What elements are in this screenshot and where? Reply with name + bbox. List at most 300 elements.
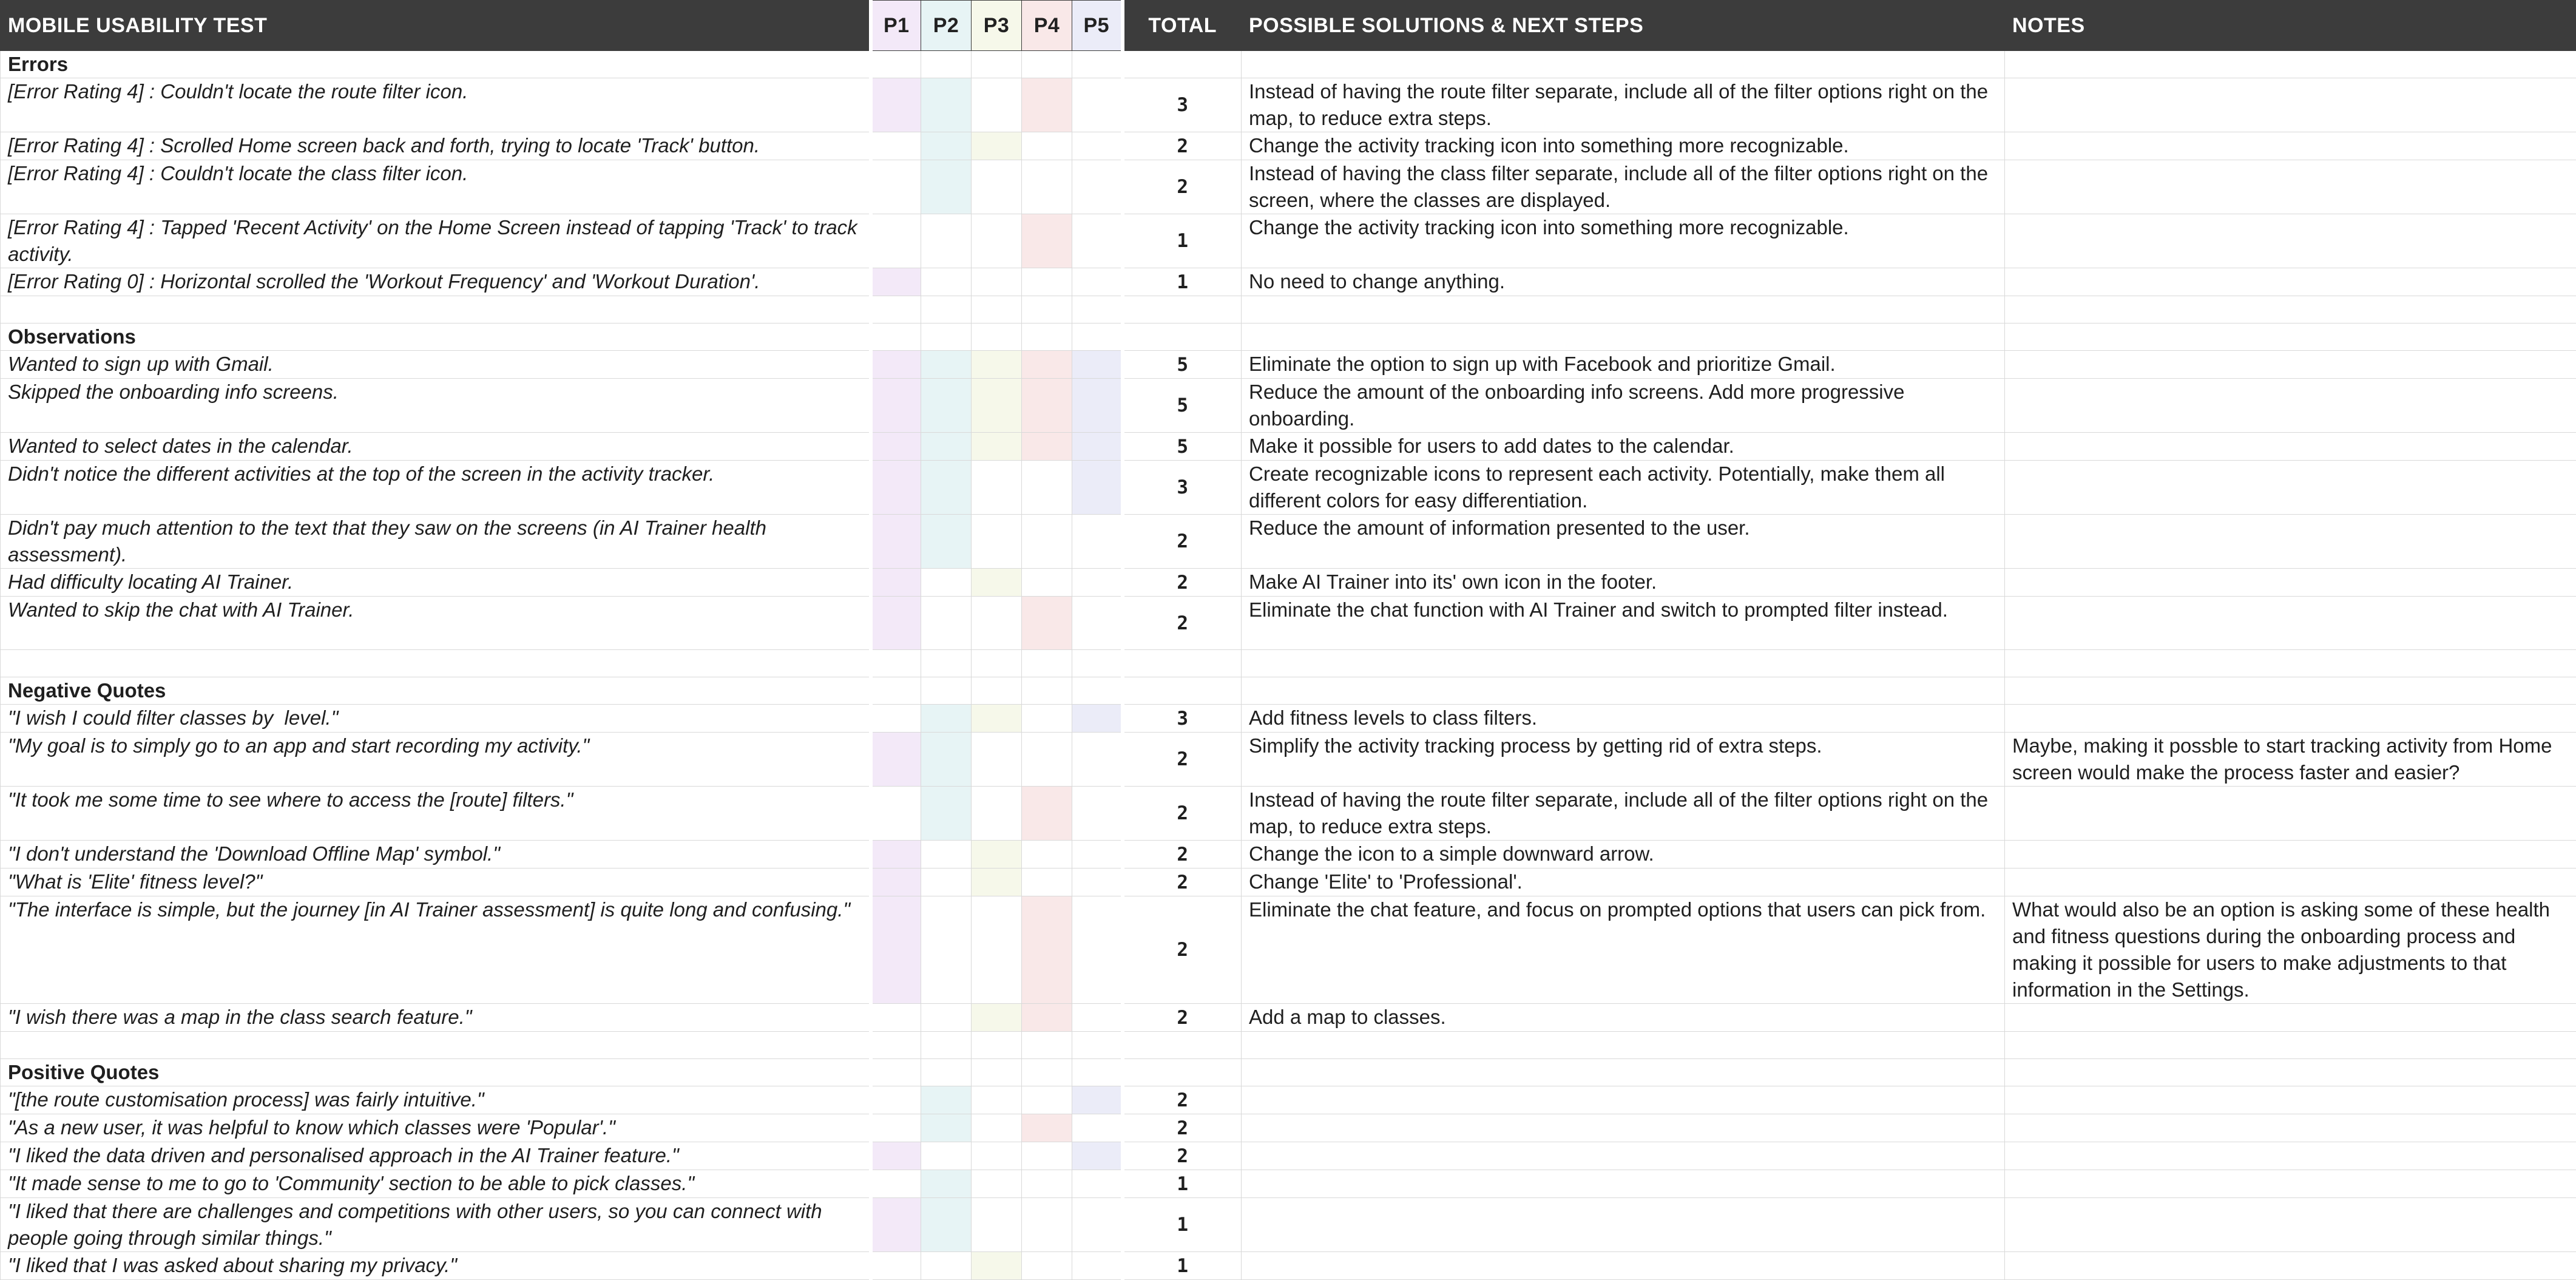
participant-p1-mark[interactable] — [871, 896, 921, 1004]
participant-p2-mark[interactable] — [921, 1198, 972, 1252]
empty-cell[interactable] — [972, 650, 1022, 677]
participant-p1-mark[interactable] — [871, 1086, 921, 1114]
participant-p5-mark[interactable] — [1072, 1004, 1123, 1032]
participant-p1-mark[interactable] — [871, 515, 921, 569]
participant-p2-mark[interactable] — [921, 1252, 972, 1280]
participant-p2-mark[interactable] — [921, 1086, 972, 1114]
solution-cell[interactable] — [1242, 1170, 2005, 1198]
empty-cell[interactable] — [2005, 650, 2576, 677]
empty-cell[interactable] — [1072, 1059, 1123, 1086]
total-cell[interactable]: 2 — [1123, 569, 1242, 597]
participant-p4-mark[interactable] — [1022, 515, 1072, 569]
solution-cell[interactable] — [1242, 1086, 2005, 1114]
total-cell[interactable]: 2 — [1123, 1114, 1242, 1142]
empty-cell[interactable] — [1123, 677, 1242, 705]
total-cell[interactable]: 3 — [1123, 705, 1242, 733]
total-cell[interactable]: 5 — [1123, 351, 1242, 379]
total-cell[interactable]: 2 — [1123, 1086, 1242, 1114]
issue-cell[interactable]: "It took me some time to see where to access the [route] filters." — [1, 787, 871, 841]
participant-p4-mark[interactable] — [1022, 351, 1072, 379]
total-cell[interactable]: 1 — [1123, 268, 1242, 296]
participant-p5-mark[interactable] — [1072, 1142, 1123, 1170]
empty-cell[interactable] — [1072, 296, 1123, 323]
issue-cell[interactable]: Skipped the onboarding info screens. — [1, 379, 871, 433]
participant-p1-mark[interactable] — [871, 787, 921, 841]
section-title[interactable]: Positive Quotes — [1, 1059, 871, 1086]
solution-cell[interactable]: Reduce the amount of the onboarding info screens. Add more progressive onboarding. — [1242, 379, 2005, 433]
issue-cell[interactable]: "It made sense to me to go to 'Community' section to be able to pick classes." — [1, 1170, 871, 1198]
participant-p1-mark[interactable] — [871, 1252, 921, 1280]
solution-cell[interactable]: Change 'Elite' to 'Professional'. — [1242, 869, 2005, 896]
total-cell[interactable]: 2 — [1123, 132, 1242, 160]
participant-p4-mark[interactable] — [1022, 132, 1072, 160]
notes-cell[interactable] — [2005, 351, 2576, 379]
participant-p1-mark[interactable] — [871, 160, 921, 214]
solution-cell[interactable]: Change the activity tracking icon into something more recognizable. — [1242, 214, 2005, 268]
empty-cell[interactable] — [1242, 51, 2005, 78]
notes-cell[interactable] — [2005, 787, 2576, 841]
empty-cell[interactable] — [1123, 51, 1242, 78]
empty-cell[interactable] — [2005, 1059, 2576, 1086]
participant-p3-mark[interactable] — [972, 132, 1022, 160]
participant-p5-mark[interactable] — [1072, 379, 1123, 433]
empty-cell[interactable] — [1242, 1032, 2005, 1059]
notes-cell[interactable] — [2005, 841, 2576, 869]
participant-p3-mark[interactable] — [972, 787, 1022, 841]
header-p5[interactable]: P5 — [1072, 1, 1123, 51]
issue-cell[interactable]: "My goal is to simply go to an app and start recording my activity." — [1, 733, 871, 787]
participant-p2-mark[interactable] — [921, 1114, 972, 1142]
empty-cell[interactable] — [1022, 650, 1072, 677]
total-cell[interactable]: 5 — [1123, 433, 1242, 461]
participant-p2-mark[interactable] — [921, 214, 972, 268]
empty-cell[interactable] — [1242, 323, 2005, 351]
participant-p3-mark[interactable] — [972, 515, 1022, 569]
participant-p3-mark[interactable] — [972, 78, 1022, 132]
solution-cell[interactable] — [1242, 1142, 2005, 1170]
participant-p1-mark[interactable] — [871, 841, 921, 869]
participant-p2-mark[interactable] — [921, 78, 972, 132]
participant-p5-mark[interactable] — [1072, 214, 1123, 268]
participant-p2-mark[interactable] — [921, 515, 972, 569]
notes-cell[interactable] — [2005, 1198, 2576, 1252]
total-cell[interactable]: 1 — [1123, 214, 1242, 268]
participant-p4-mark[interactable] — [1022, 1198, 1072, 1252]
participant-p3-mark[interactable] — [972, 1086, 1022, 1114]
solution-cell[interactable]: Eliminate the chat function with AI Trainer and switch to prompted filter instead. — [1242, 597, 2005, 650]
total-cell[interactable]: 2 — [1123, 160, 1242, 214]
section-header-row — [1, 323, 2576, 351]
participant-p2-mark[interactable] — [921, 160, 972, 214]
issue-cell[interactable]: [Error Rating 0] : Horizontal scrolled the 'Workout Frequency' and 'Workout Duration'. — [1, 268, 871, 296]
participant-p1-mark[interactable] — [871, 1198, 921, 1252]
participant-p2-mark[interactable] — [921, 379, 972, 433]
issue-cell[interactable]: Wanted to skip the chat with AI Trainer. — [1, 597, 871, 650]
total-cell[interactable]: 2 — [1123, 733, 1242, 787]
participant-p2-mark[interactable] — [921, 461, 972, 515]
participant-p4-mark[interactable] — [1022, 569, 1072, 597]
empty-cell[interactable] — [1123, 296, 1242, 323]
header-total[interactable]: TOTAL — [1123, 1, 1242, 51]
solution-cell[interactable]: Eliminate the chat feature, and focus on prompted options that users can pick from. — [1242, 896, 2005, 1004]
notes-cell[interactable] — [2005, 433, 2576, 461]
empty-cell[interactable] — [972, 296, 1022, 323]
notes-cell[interactable] — [2005, 78, 2576, 132]
empty-cell[interactable] — [921, 1032, 972, 1059]
empty-cell[interactable] — [871, 1032, 921, 1059]
participant-p1-mark[interactable] — [871, 351, 921, 379]
issue-cell[interactable]: "I don't understand the 'Download Offline Map' symbol." — [1, 841, 871, 869]
participant-p5-mark[interactable] — [1072, 733, 1123, 787]
participant-p3-mark[interactable] — [972, 433, 1022, 461]
participant-p3-mark[interactable] — [972, 160, 1022, 214]
participant-p2-mark[interactable] — [921, 705, 972, 733]
section-title[interactable]: Negative Quotes — [1, 677, 871, 705]
participant-p5-mark[interactable] — [1072, 160, 1123, 214]
solution-cell[interactable]: Instead of having the route filter separate, include all of the filter options right on the map, to reduce extra steps. — [1242, 78, 2005, 132]
total-cell[interactable]: 2 — [1123, 841, 1242, 869]
solution-cell[interactable]: Make AI Trainer into its' own icon in the footer. — [1242, 569, 2005, 597]
header-p4[interactable]: P4 — [1022, 1, 1072, 51]
participant-p2-mark[interactable] — [921, 1142, 972, 1170]
issue-cell[interactable]: "I liked the data driven and personalised approach in the AI Trainer feature." — [1, 1142, 871, 1170]
solution-cell[interactable] — [1242, 1198, 2005, 1252]
participant-p4-mark[interactable] — [1022, 1004, 1072, 1032]
empty-cell[interactable] — [972, 1059, 1022, 1086]
empty-cell[interactable] — [2005, 1032, 2576, 1059]
total-cell[interactable]: 3 — [1123, 78, 1242, 132]
participant-p2-mark[interactable] — [921, 841, 972, 869]
issue-cell[interactable]: "I liked that there are challenges and competitions with other users, so you can connect with people going through similar things." — [1, 1198, 871, 1252]
notes-cell[interactable] — [2005, 869, 2576, 896]
participant-p1-mark[interactable] — [871, 1114, 921, 1142]
participant-p5-mark[interactable] — [1072, 433, 1123, 461]
participant-p5-mark[interactable] — [1072, 268, 1123, 296]
notes-cell[interactable]: Maybe, making it possble to start tracking activity from Home screen would make the process faster and easier? — [2005, 733, 2576, 787]
participant-p3-mark[interactable] — [972, 569, 1022, 597]
notes-cell[interactable] — [2005, 705, 2576, 733]
solution-cell[interactable]: Change the activity tracking icon into something more recognizable. — [1242, 132, 2005, 160]
notes-cell[interactable] — [2005, 268, 2576, 296]
participant-p4-mark[interactable] — [1022, 705, 1072, 733]
participant-p4-mark[interactable] — [1022, 869, 1072, 896]
participant-p3-mark[interactable] — [972, 896, 1022, 1004]
participant-p4-mark[interactable] — [1022, 597, 1072, 650]
participant-p1-mark[interactable] — [871, 214, 921, 268]
issue-cell[interactable]: [Error Rating 4] : Couldn't locate the class filter icon. — [1, 160, 871, 214]
total-cell[interactable]: 2 — [1123, 1142, 1242, 1170]
issue-cell[interactable]: [Error Rating 4] : Couldn't locate the route filter icon. — [1, 78, 871, 132]
header-notes[interactable]: NOTES — [2005, 1, 2576, 51]
notes-cell[interactable] — [2005, 1086, 2576, 1114]
notes-cell[interactable] — [2005, 597, 2576, 650]
participant-p1-mark[interactable] — [871, 569, 921, 597]
table-row — [1, 515, 2576, 569]
participant-p1-mark[interactable] — [871, 1170, 921, 1198]
empty-cell[interactable] — [921, 296, 972, 323]
participant-p2-mark[interactable] — [921, 433, 972, 461]
empty-cell[interactable] — [921, 323, 972, 351]
solution-cell[interactable]: Create recognizable icons to represent each activity. Potentially, make them all different colors for easy differentiation. — [1242, 461, 2005, 515]
participant-p5-mark[interactable] — [1072, 515, 1123, 569]
notes-cell[interactable] — [2005, 1114, 2576, 1142]
participant-p2-mark[interactable] — [921, 597, 972, 650]
notes-cell[interactable] — [2005, 569, 2576, 597]
issue-cell[interactable]: "What is 'Elite' fitness level?" — [1, 869, 871, 896]
participant-p3-mark[interactable] — [972, 705, 1022, 733]
participant-p1-mark[interactable] — [871, 132, 921, 160]
solution-cell[interactable] — [1242, 1114, 2005, 1142]
empty-cell[interactable] — [1072, 323, 1123, 351]
participant-p3-mark[interactable] — [972, 733, 1022, 787]
participant-p3-mark[interactable] — [972, 1170, 1022, 1198]
participant-p3-mark[interactable] — [972, 869, 1022, 896]
notes-cell[interactable] — [2005, 1170, 2576, 1198]
issue-cell[interactable]: Had difficulty locating AI Trainer. — [1, 569, 871, 597]
empty-cell[interactable] — [1022, 677, 1072, 705]
participant-p3-mark[interactable] — [972, 379, 1022, 433]
header-p1[interactable]: P1 — [871, 1, 921, 51]
empty-cell[interactable] — [1072, 1032, 1123, 1059]
solution-cell[interactable] — [1242, 1252, 2005, 1280]
empty-cell[interactable] — [1022, 323, 1072, 351]
total-cell[interactable]: 1 — [1123, 1170, 1242, 1198]
participant-p3-mark[interactable] — [972, 1114, 1022, 1142]
participant-p2-mark[interactable] — [921, 268, 972, 296]
solution-cell[interactable]: Reduce the amount of information presented to the user. — [1242, 515, 2005, 569]
participant-p5-mark[interactable] — [1072, 787, 1123, 841]
participant-p2-mark[interactable] — [921, 733, 972, 787]
participant-p4-mark[interactable] — [1022, 1142, 1072, 1170]
participant-p2-mark[interactable] — [921, 869, 972, 896]
empty-cell[interactable] — [1242, 677, 2005, 705]
header-solutions[interactable]: POSSIBLE SOLUTIONS & NEXT STEPS — [1242, 1, 2005, 51]
empty-cell[interactable] — [871, 650, 921, 677]
participant-p1-mark[interactable] — [871, 1142, 921, 1170]
empty-cell[interactable] — [1242, 650, 2005, 677]
participant-p2-mark[interactable] — [921, 569, 972, 597]
solution-cell[interactable]: No need to change anything. — [1242, 268, 2005, 296]
participant-p3-mark[interactable] — [972, 351, 1022, 379]
participant-p1-mark[interactable] — [871, 433, 921, 461]
empty-cell[interactable] — [1022, 51, 1072, 78]
total-cell[interactable]: 2 — [1123, 597, 1242, 650]
solution-cell[interactable]: Instead of having the class filter separate, include all of the filter options right on the screen, where the classes are displayed. — [1242, 160, 2005, 214]
participant-p5-mark[interactable] — [1072, 351, 1123, 379]
empty-cell[interactable] — [921, 650, 972, 677]
participant-p2-mark[interactable] — [921, 787, 972, 841]
empty-cell[interactable] — [871, 51, 921, 78]
empty-cell[interactable] — [1123, 1032, 1242, 1059]
notes-cell[interactable] — [2005, 132, 2576, 160]
empty-cell[interactable] — [2005, 323, 2576, 351]
participant-p4-mark[interactable] — [1022, 1086, 1072, 1114]
total-cell[interactable]: 2 — [1123, 896, 1242, 1004]
issue-cell[interactable]: [Error Rating 4] : Tapped 'Recent Activity' on the Home Screen instead of tapping 'Track' to track activity. — [1, 214, 871, 268]
participant-p3-mark[interactable] — [972, 1004, 1022, 1032]
participant-p5-mark[interactable] — [1072, 841, 1123, 869]
participant-p4-mark[interactable] — [1022, 1252, 1072, 1280]
participant-p1-mark[interactable] — [871, 869, 921, 896]
participant-p4-mark[interactable] — [1022, 78, 1072, 132]
solution-cell[interactable]: Eliminate the option to sign up with Facebook and prioritize Gmail. — [1242, 351, 2005, 379]
participant-p1-mark[interactable] — [871, 78, 921, 132]
solution-cell[interactable]: Change the icon to a simple downward arrow. — [1242, 841, 2005, 869]
solution-cell[interactable]: Make it possible for users to add dates to the calendar. — [1242, 433, 2005, 461]
notes-cell[interactable]: What would also be an option is asking some of these health and fitness questions during the onboarding process and making it possible for users to make adjustments to that information in the Settings. — [2005, 896, 2576, 1004]
participant-p4-mark[interactable] — [1022, 268, 1072, 296]
issue-cell[interactable]: "I wish I could filter classes by level." — [1, 705, 871, 733]
participant-p5-mark[interactable] — [1072, 569, 1123, 597]
section-title[interactable]: Observations — [1, 323, 871, 351]
issue-cell[interactable]: "[the route customisation process] was fairly intuitive." — [1, 1086, 871, 1114]
header-p3[interactable]: P3 — [972, 1, 1022, 51]
participant-p5-mark[interactable] — [1072, 705, 1123, 733]
participant-p3-mark[interactable] — [972, 268, 1022, 296]
total-cell[interactable]: 5 — [1123, 379, 1242, 433]
empty-cell[interactable] — [1, 296, 871, 323]
participant-p4-mark[interactable] — [1022, 433, 1072, 461]
issue-cell[interactable]: "The interface is simple, but the journey [in AI Trainer assessment] is quite long and confusing." — [1, 896, 871, 1004]
participant-p4-mark[interactable] — [1022, 841, 1072, 869]
participant-p2-mark[interactable] — [921, 351, 972, 379]
participant-p4-mark[interactable] — [1022, 461, 1072, 515]
total-cell[interactable]: 1 — [1123, 1198, 1242, 1252]
participant-p5-mark[interactable] — [1072, 1170, 1123, 1198]
participant-p1-mark[interactable] — [871, 461, 921, 515]
participant-p1-mark[interactable] — [871, 597, 921, 650]
issue-cell[interactable]: Wanted to select dates in the calendar. — [1, 433, 871, 461]
empty-cell[interactable] — [1072, 650, 1123, 677]
participant-p3-mark[interactable] — [972, 841, 1022, 869]
participant-p5-mark[interactable] — [1072, 1252, 1123, 1280]
notes-cell[interactable] — [2005, 515, 2576, 569]
participant-p5-mark[interactable] — [1072, 896, 1123, 1004]
header-p2[interactable]: P2 — [921, 1, 972, 51]
participant-p2-mark[interactable] — [921, 896, 972, 1004]
total-cell[interactable]: 2 — [1123, 1004, 1242, 1032]
participant-p4-mark[interactable] — [1022, 1170, 1072, 1198]
empty-cell[interactable] — [1123, 1059, 1242, 1086]
issue-cell[interactable]: Wanted to sign up with Gmail. — [1, 351, 871, 379]
solution-cell[interactable]: Add a map to classes. — [1242, 1004, 2005, 1032]
total-cell[interactable]: 1 — [1123, 1252, 1242, 1280]
total-cell[interactable]: 2 — [1123, 515, 1242, 569]
participant-p4-mark[interactable] — [1022, 896, 1072, 1004]
participant-p2-mark[interactable] — [921, 1170, 972, 1198]
participant-p3-mark[interactable] — [972, 597, 1022, 650]
participant-p3-mark[interactable] — [972, 461, 1022, 515]
header-title[interactable]: MOBILE USABILITY TEST — [1, 1, 871, 51]
empty-cell[interactable] — [1022, 1032, 1072, 1059]
notes-cell[interactable] — [2005, 1142, 2576, 1170]
participant-p1-mark[interactable] — [871, 733, 921, 787]
issue-cell[interactable]: [Error Rating 4] : Scrolled Home screen back and forth, trying to locate 'Track' button. — [1, 132, 871, 160]
participant-p5-mark[interactable] — [1072, 869, 1123, 896]
participant-p4-mark[interactable] — [1022, 787, 1072, 841]
table-row — [1, 268, 2576, 296]
notes-cell[interactable] — [2005, 461, 2576, 515]
participant-p3-mark[interactable] — [972, 1252, 1022, 1280]
empty-cell[interactable] — [871, 1059, 921, 1086]
participant-p3-mark[interactable] — [972, 1198, 1022, 1252]
empty-cell[interactable] — [1072, 677, 1123, 705]
participant-p5-mark[interactable] — [1072, 1198, 1123, 1252]
issue-cell[interactable]: Didn't notice the different activities at the top of the screen in the activity tracker. — [1, 461, 871, 515]
empty-cell[interactable] — [921, 51, 972, 78]
total-cell[interactable]: 3 — [1123, 461, 1242, 515]
empty-cell[interactable] — [921, 677, 972, 705]
participant-p1-mark[interactable] — [871, 379, 921, 433]
participant-p2-mark[interactable] — [921, 132, 972, 160]
empty-cell[interactable] — [871, 677, 921, 705]
total-cell[interactable]: 2 — [1123, 787, 1242, 841]
participant-p5-mark[interactable] — [1072, 78, 1123, 132]
notes-cell[interactable] — [2005, 379, 2576, 433]
participant-p5-mark[interactable] — [1072, 461, 1123, 515]
participant-p1-mark[interactable] — [871, 268, 921, 296]
empty-cell[interactable] — [2005, 51, 2576, 78]
issue-cell[interactable]: "As a new user, it was helpful to know which classes were 'Popular'." — [1, 1114, 871, 1142]
empty-cell[interactable] — [1, 1032, 871, 1059]
participant-p1-mark[interactable] — [871, 705, 921, 733]
issue-cell[interactable]: "I liked that I was asked about sharing my privacy." — [1, 1252, 871, 1280]
participant-p4-mark[interactable] — [1022, 379, 1072, 433]
empty-cell[interactable] — [1242, 296, 2005, 323]
participant-p1-mark[interactable] — [871, 1004, 921, 1032]
issue-cell[interactable]: "I wish there was a map in the class search feature." — [1, 1004, 871, 1032]
empty-cell[interactable] — [871, 296, 921, 323]
empty-cell[interactable] — [1242, 1059, 2005, 1086]
empty-cell[interactable] — [921, 1059, 972, 1086]
empty-cell[interactable] — [2005, 296, 2576, 323]
empty-cell[interactable] — [871, 323, 921, 351]
participant-p4-mark[interactable] — [1022, 214, 1072, 268]
notes-cell[interactable] — [2005, 1004, 2576, 1032]
participant-p4-mark[interactable] — [1022, 733, 1072, 787]
empty-cell[interactable] — [1123, 650, 1242, 677]
participant-p5-mark[interactable] — [1072, 1086, 1123, 1114]
empty-cell[interactable] — [1022, 296, 1072, 323]
empty-cell[interactable] — [1022, 1059, 1072, 1086]
participant-p2-mark[interactable] — [921, 1004, 972, 1032]
empty-cell[interactable] — [972, 1032, 1022, 1059]
notes-cell[interactable] — [2005, 160, 2576, 214]
notes-cell[interactable] — [2005, 214, 2576, 268]
empty-cell[interactable] — [972, 51, 1022, 78]
participant-p4-mark[interactable] — [1022, 1114, 1072, 1142]
issue-cell[interactable]: Didn't pay much attention to the text that they saw on the screens (in AI Trainer health assessment). — [1, 515, 871, 569]
participant-p4-mark[interactable] — [1022, 160, 1072, 214]
empty-cell[interactable] — [972, 323, 1022, 351]
notes-cell[interactable] — [2005, 1252, 2576, 1280]
solution-cell[interactable]: Add fitness levels to class filters. — [1242, 705, 2005, 733]
total-cell[interactable]: 2 — [1123, 869, 1242, 896]
empty-cell[interactable] — [2005, 677, 2576, 705]
participant-p5-mark[interactable] — [1072, 132, 1123, 160]
participant-p5-mark[interactable] — [1072, 597, 1123, 650]
empty-cell[interactable] — [972, 677, 1022, 705]
empty-cell[interactable] — [1123, 323, 1242, 351]
empty-cell[interactable] — [1072, 51, 1123, 78]
solution-cell[interactable]: Simplify the activity tracking process by getting rid of extra steps. — [1242, 733, 2005, 787]
section-title[interactable]: Errors — [1, 51, 871, 78]
empty-cell[interactable] — [1, 650, 871, 677]
solution-cell[interactable]: Instead of having the route filter separate, include all of the filter options right on the map, to reduce extra steps. — [1242, 787, 2005, 841]
participant-p3-mark[interactable] — [972, 214, 1022, 268]
participant-p3-mark[interactable] — [972, 1142, 1022, 1170]
participant-p5-mark[interactable] — [1072, 1114, 1123, 1142]
